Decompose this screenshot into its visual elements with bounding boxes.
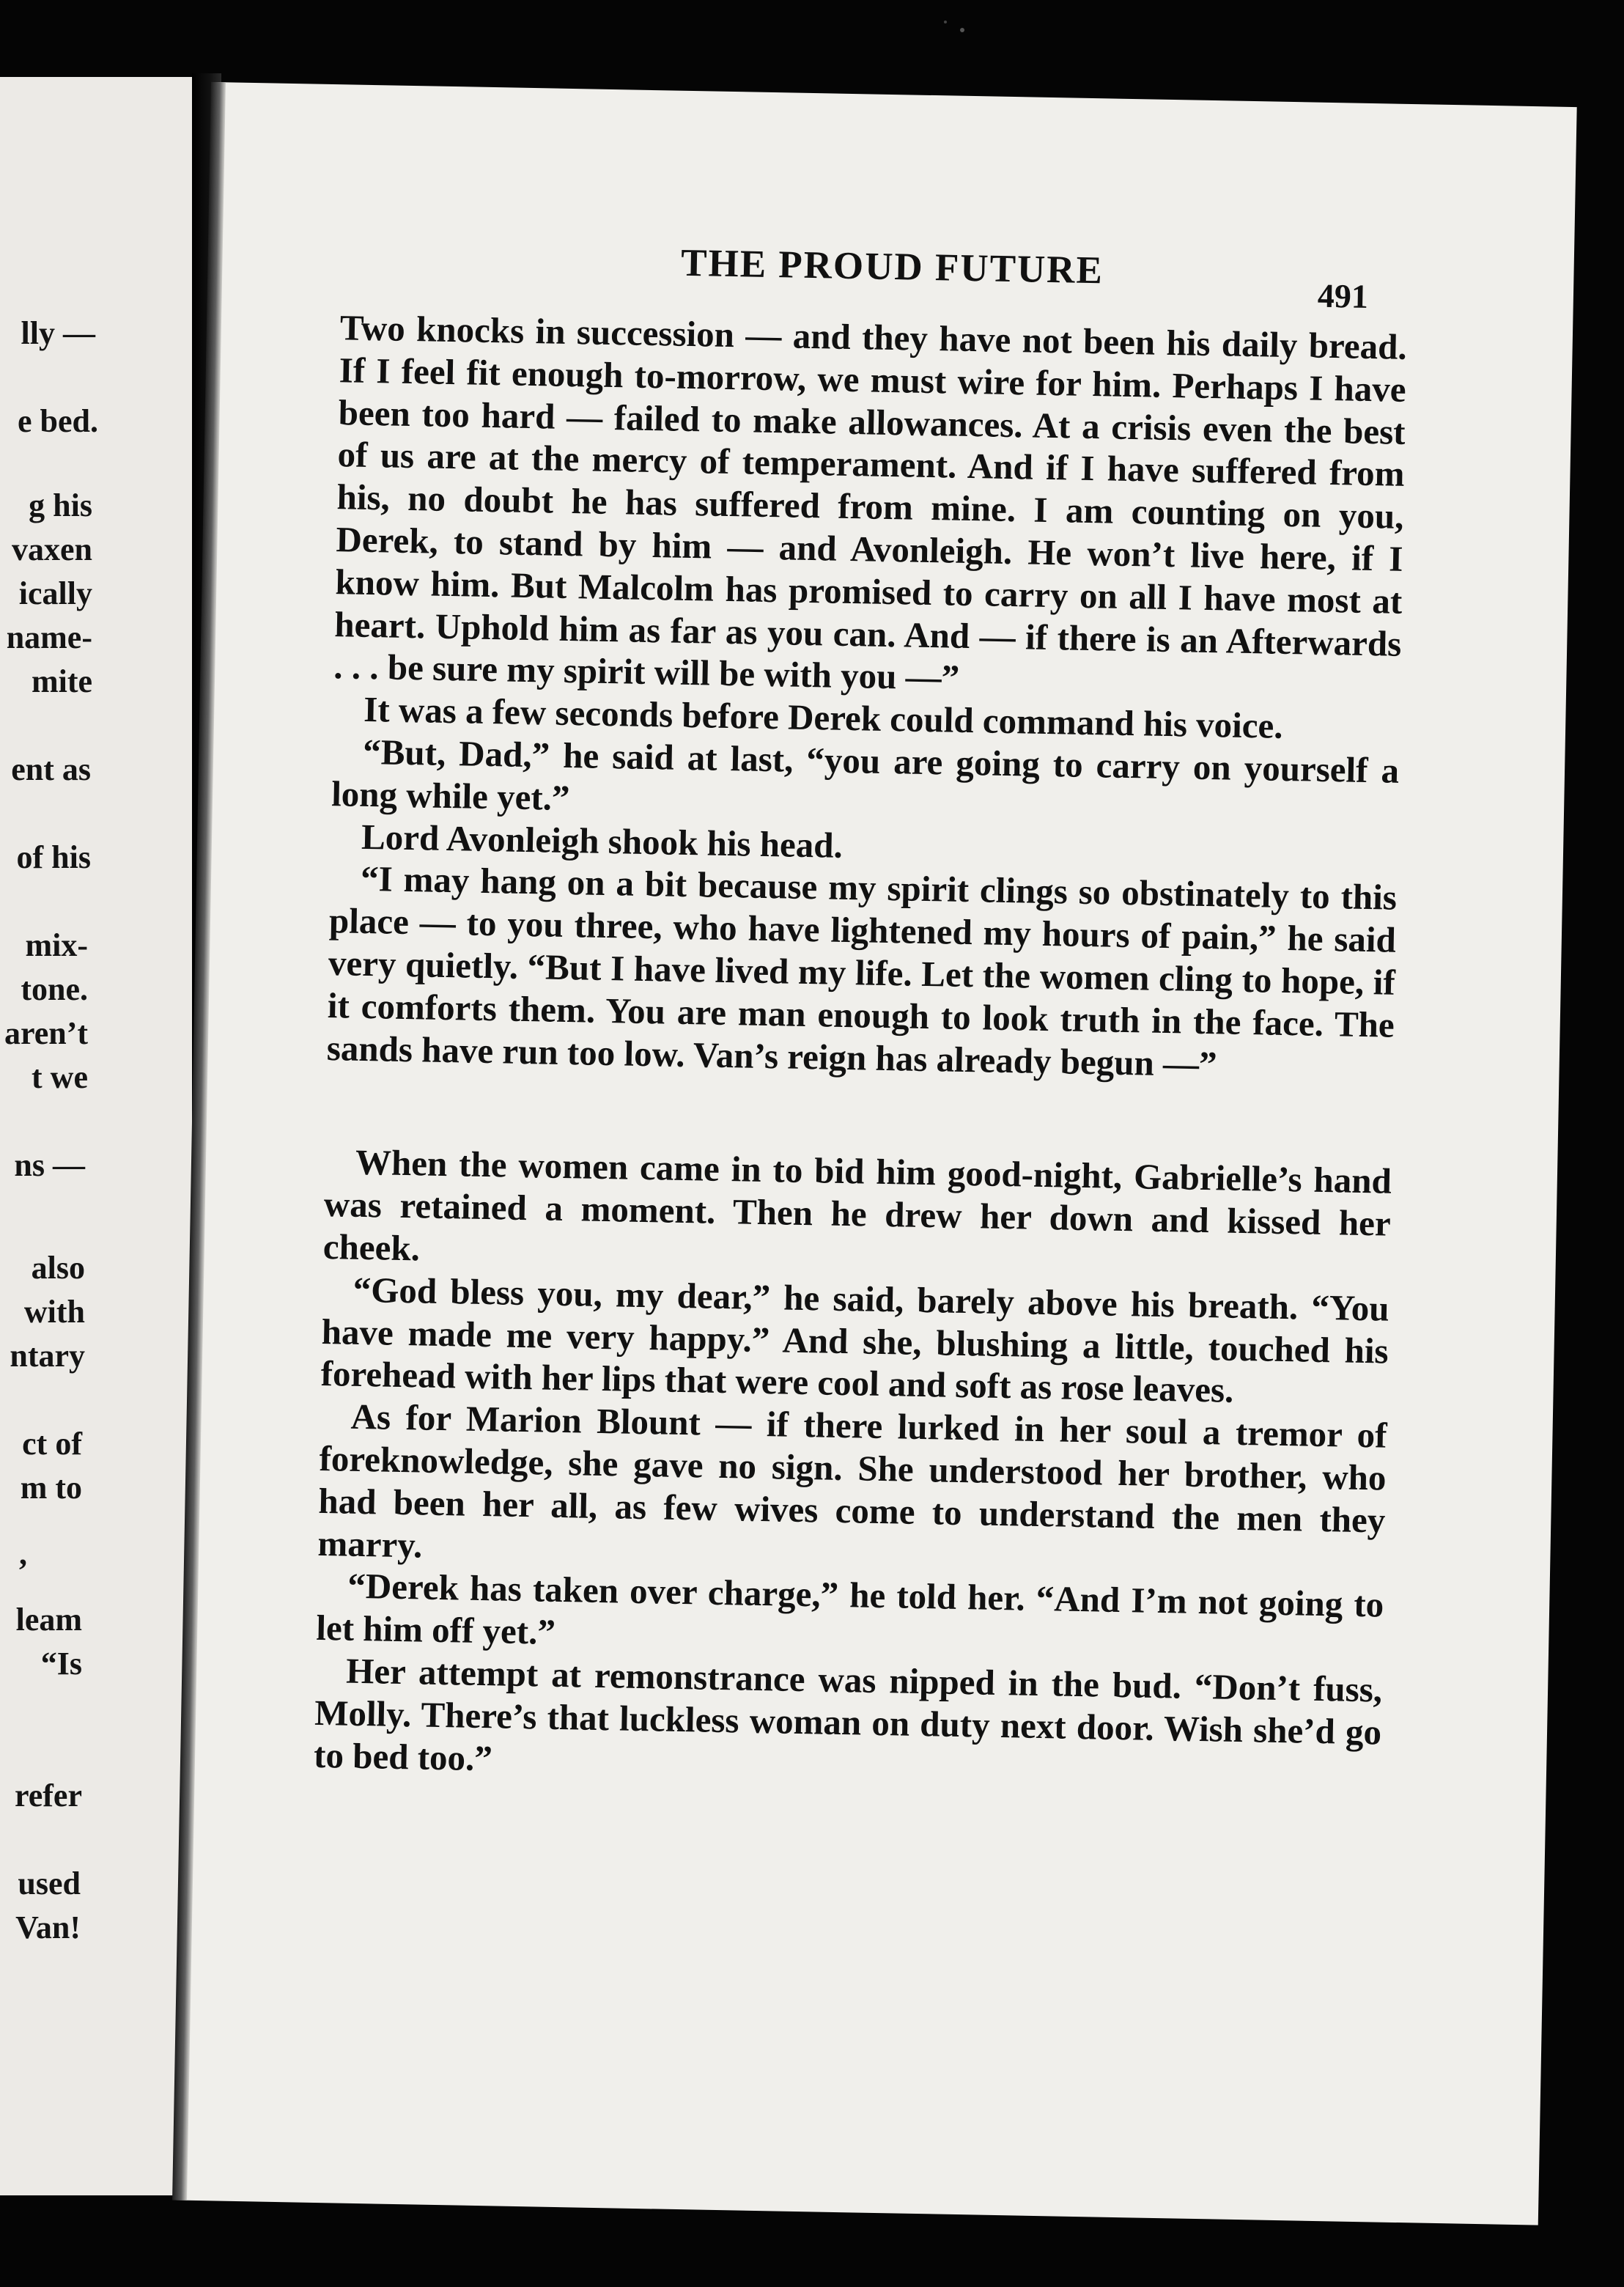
paragraph: It was a few seconds before Derek could command his voice. [363, 689, 1284, 747]
left-line: , [19, 1536, 27, 1572]
left-line: name- [6, 619, 92, 655]
left-line: e bed. [18, 403, 98, 439]
left-line: vaxen [12, 531, 92, 567]
paragraph: “But, Dad,” he said at last, “you are going to carry on yourself a long while yet.” [331, 731, 1400, 818]
left-line: tone. [21, 971, 88, 1007]
left-line: aren’t [4, 1015, 88, 1051]
right-page [175, 82, 1577, 2225]
dust-speck [960, 28, 964, 32]
left-line: ns — [14, 1147, 85, 1183]
left-line: Van! [15, 1909, 81, 1945]
paragraph: As for Marion Blount — if there lurked in her soul a tremor of foreknowledge, she gave no sign. She understood her brother, who had been her all, as few wives come to understand the men they marry. [317, 1396, 1387, 1566]
paragraph: Her attempt at remonstrance was nipped in the bud. “Don’t fuss, Molly. There’s that luckless woman on duty next door. Wish she’d go to bed too.” [313, 1650, 1383, 1778]
left-line: ct of [22, 1426, 82, 1462]
left-line: with [23, 1294, 85, 1330]
left-line: refer [15, 1778, 82, 1813]
left-line: g his [29, 487, 92, 523]
left-line: mite [31, 663, 92, 699]
paragraph: “God bless you, my dear,” he said, barely above his breath. “You have made me very happy.” And she, blushing a little, touched his forehead with her lips that were cool and soft as rose leaves. [320, 1269, 1390, 1411]
left-line: ically [18, 575, 92, 611]
left-line: mix- [25, 927, 88, 963]
left-page-fragment [0, 77, 196, 2195]
left-line: m to [20, 1470, 82, 1506]
paragraph: “I may hang on a bit because my spirit clings so obstinately to this place — to you three, who have lightened my hours of pain,” he said very quietly. “But I have lived my life. Let the women cling to hope, if it comforts them. You are man enough to look truth in the face. The sands have run too low. Van’s reign has already begun —” [326, 858, 1398, 1084]
paragraph: “Derek has taken over charge,” he told her. “And I’m not going to let him off yet.” [315, 1566, 1384, 1652]
page-number: 491 [1317, 276, 1369, 315]
left-line: leam [15, 1602, 82, 1638]
left-line: used [18, 1866, 81, 1901]
paragraph: Two knocks in succession — and they have not been his daily bread. If I feel fit enough to-morrow, we must wire for him. Perhaps I have been too hard — failed to make allowances. At a crisis even the best of us are at the mercy of temperament. And if I have suffered from his, no doubt he has suffered from mine. I am counting on you, Derek, to stand by him — and Avonleigh. He won’t live here, if I know him. But Malcolm has promised to carry on all I have most at heart. Uphold him as far as you can. And — if there is an Afterwards . . . be sure my spirit will be with you —” [333, 307, 1408, 699]
left-line: t we [32, 1059, 88, 1095]
left-line: also [31, 1250, 85, 1286]
left-line: ent as [11, 751, 91, 787]
body-text [314, 306, 1408, 1796]
left-line: “Is [40, 1646, 82, 1682]
left-line: ntary [10, 1338, 85, 1374]
left-line: lly — [21, 315, 95, 351]
paragraph: When the women came in to bid him good-night, Gabrielle’s hand was retained a moment. Then he drew her down and kissed her cheek. [322, 1142, 1392, 1269]
running-head: THE PROUD FUTURE [680, 241, 1104, 292]
paragraph: Lord Avonleigh shook his head. [361, 816, 844, 866]
dust-speck [944, 21, 947, 23]
left-line: of his [16, 839, 91, 875]
